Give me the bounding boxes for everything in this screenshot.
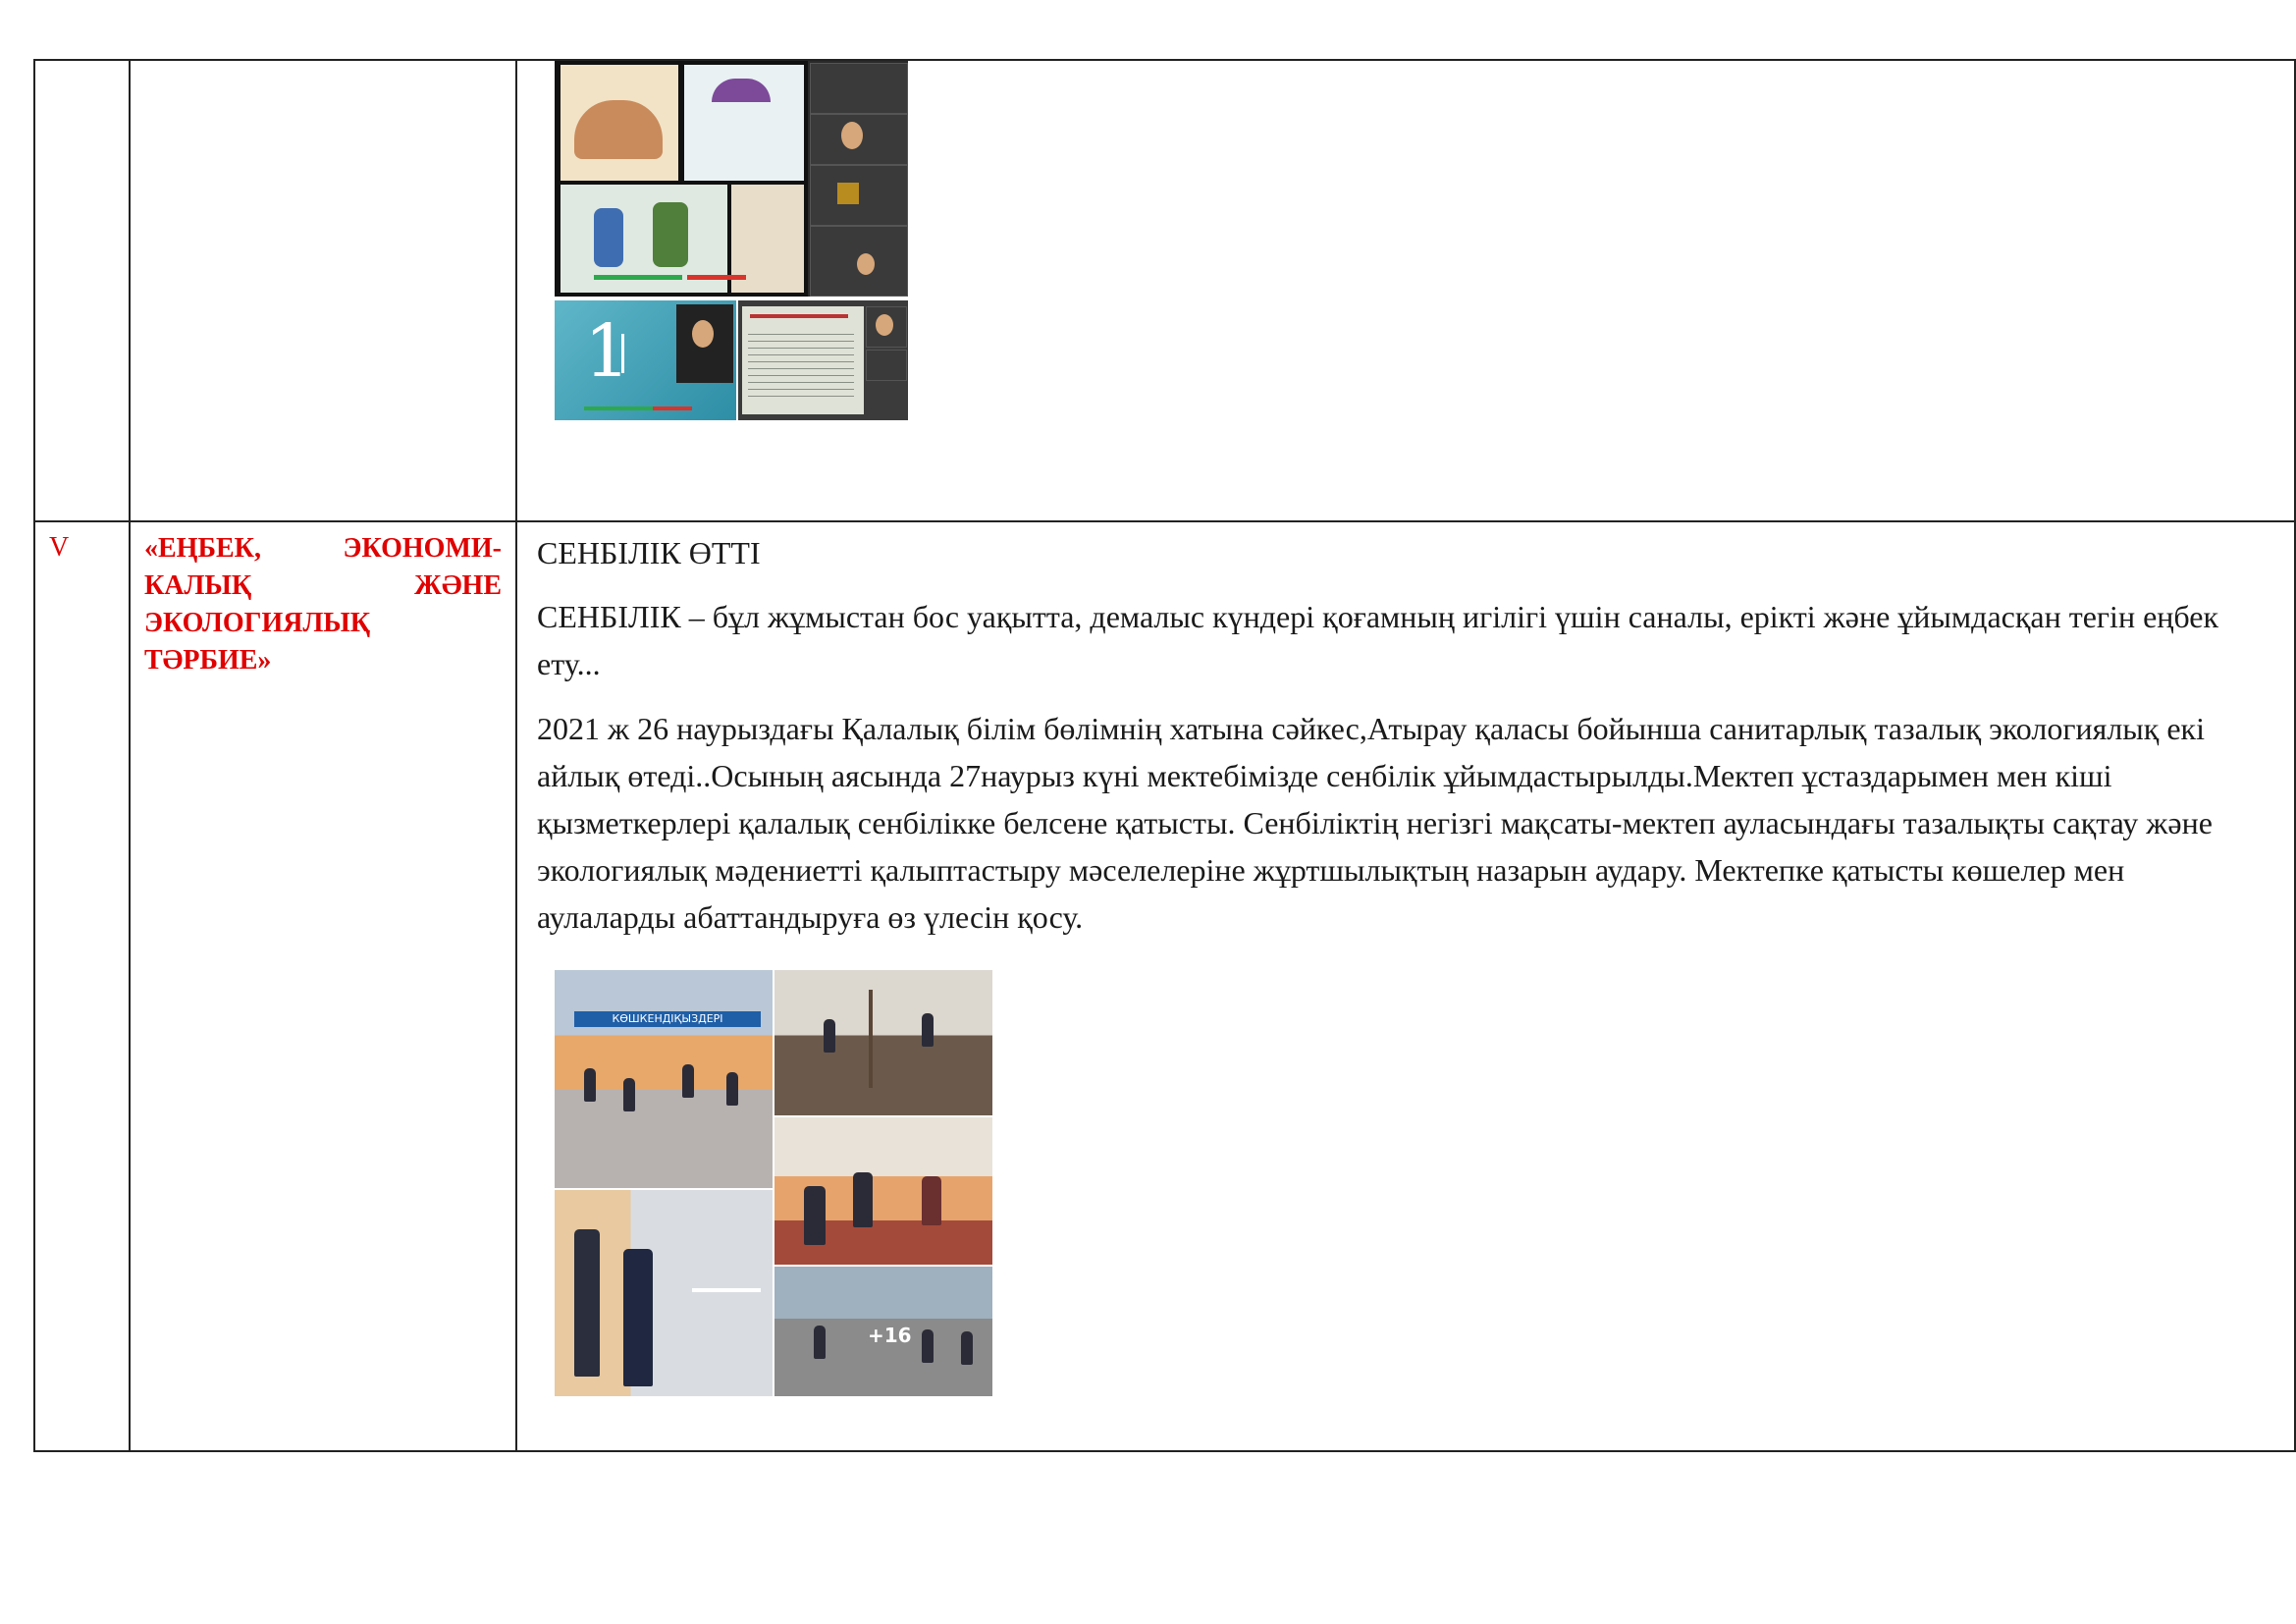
content-heading: СЕНБІЛІК ӨТТІ [537,535,761,570]
table-row [34,521,2295,1451]
steps-sweeping-photo [774,1117,992,1265]
presentation-slide-image [738,300,908,420]
content-cell-bottom [516,521,2295,1451]
section-number: V [34,521,130,1451]
number-cell-empty [34,60,130,521]
school-sign-text: КӨШКЕНДІҚЫЗДЕРІ [574,1011,761,1027]
field-cleanup-photo [774,1267,992,1396]
cartoon-illustration-image [555,61,808,297]
section-title: «ЕҢБЕК, ЭКОНОМИ-КАЛЫҚ ЖӘНЕ ЭКОЛОГИЯЛЫҚ ТӘРБИЕ» [144,533,502,676]
section-title-cell [130,521,516,1451]
more-photos-count[interactable]: +16 [868,1324,912,1347]
cleanup-photo-collage [555,970,1004,1396]
holiday-slide-image: 1 [555,300,736,420]
school-yard-photo [555,970,773,1188]
video-call-participants-image [808,61,908,297]
definition-paragraph: СЕНБІЛІК – бұл жұмыстан бос уақытта, демалыс күндері қоғамның игілігі үшін саналы, ерікті және ұйымдасқан тегін еңбек ету... [537,599,2218,681]
tree-planting-photo [774,970,992,1115]
event-description-paragraph: 2021 ж 26 наурыздағы Қалалық білім бөлімнің хатына сәйкес,Атырау қаласы бойынша санитарлық тазалық экологиялық екі айлық өтеді..Осының аясында 27наурыз күні мектебімізде сенбілік ұйымдастырылды.Мектеп ұстаздарымен мен кіші қызметкерлері қалалық сенбілікке белсене қатысты. Сенбіліктің негізгі мақсаты-мектеп ауласындағы тазалықты сақтау және экологиялық мәдениетті қалыптастыру мәселелеріне жұртшылықтың назарын аудару. Мектепке қатысты көшелер мен аулаларды абаттандыруға өз үлесін қосу. [537,711,2213,935]
title-cell-empty [130,60,516,521]
report-table [33,59,2296,1452]
table-row [34,60,2295,521]
content-cell-top [516,60,2295,521]
teacher-cleaning-photo [555,1190,773,1396]
online-lesson-collage [555,61,908,420]
